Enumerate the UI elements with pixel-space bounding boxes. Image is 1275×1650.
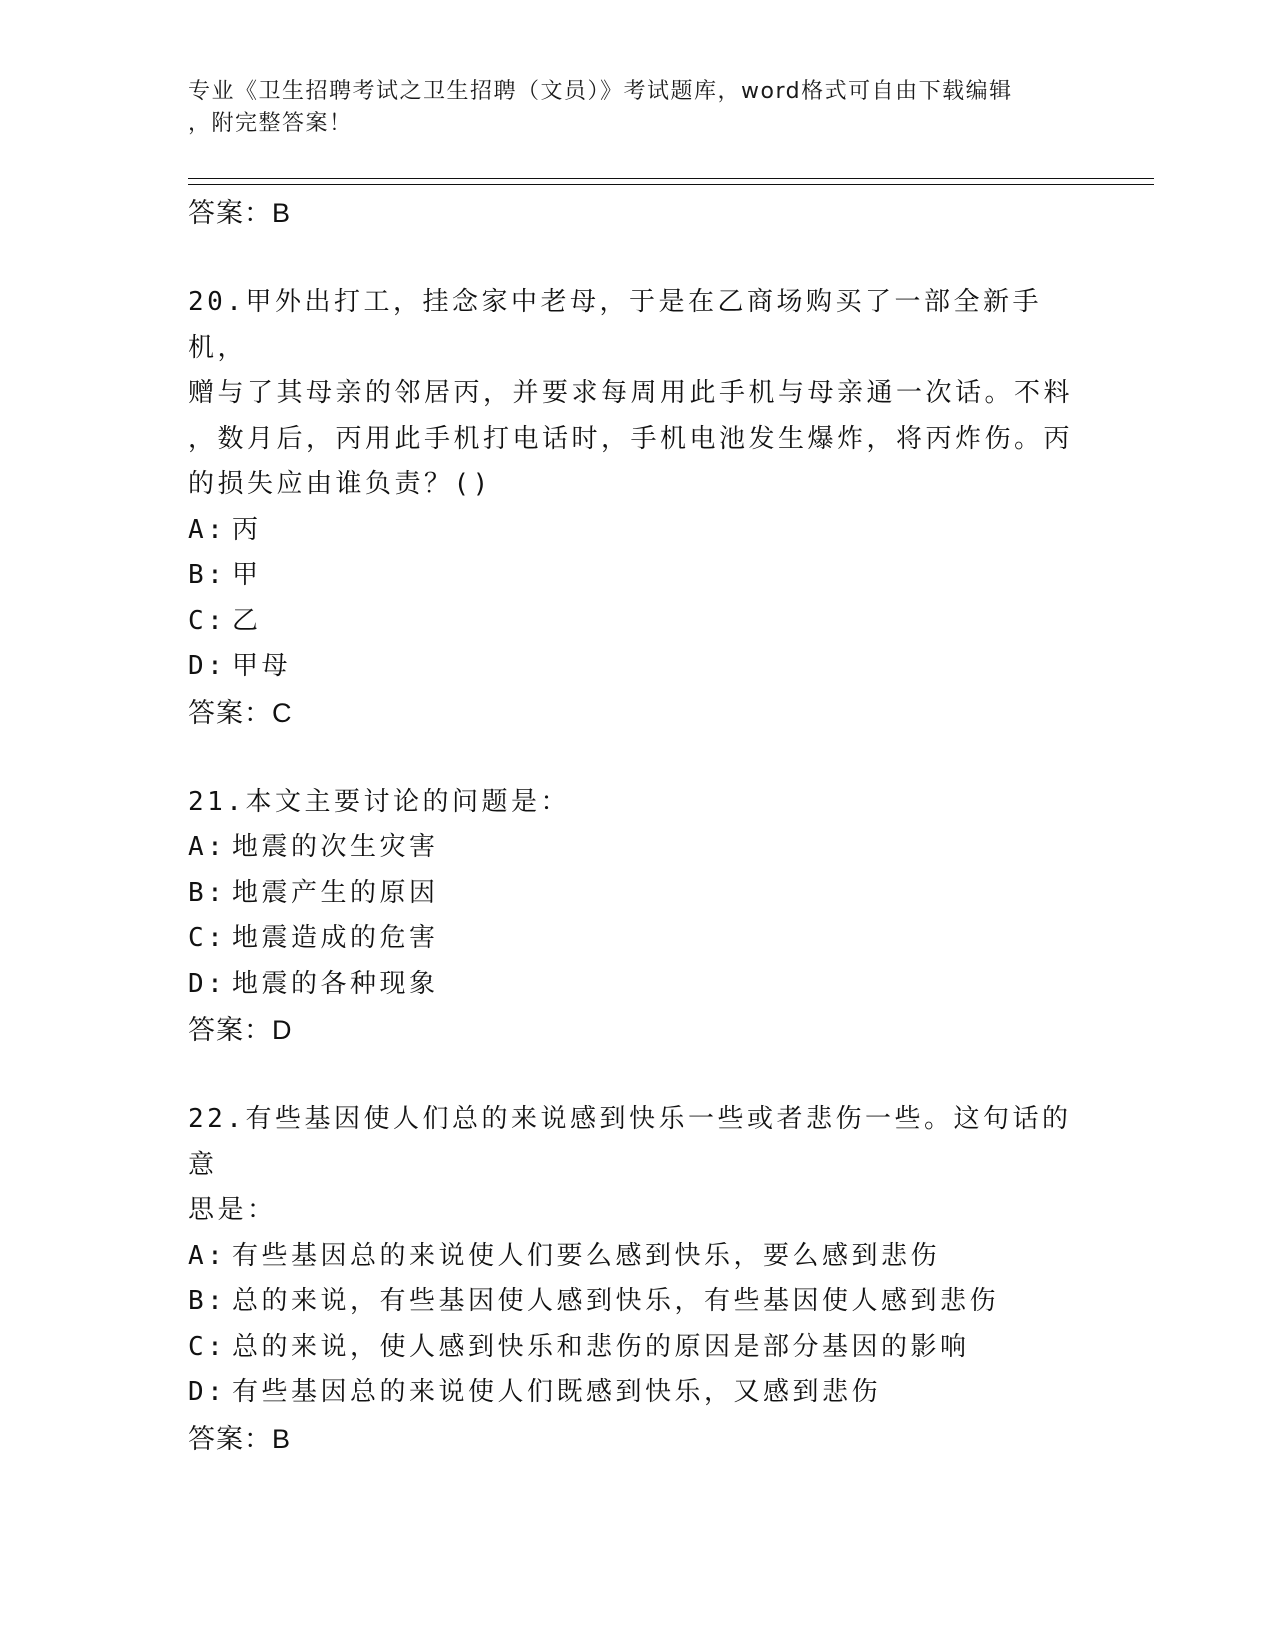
option-key: A:	[188, 514, 227, 545]
option-b	[188, 871, 1088, 917]
option-key: C:	[188, 1331, 227, 1362]
header-double-rule	[188, 178, 1154, 185]
option-key: B:	[188, 877, 227, 908]
question-21	[188, 780, 1088, 1054]
answer-line: 答案：B	[188, 198, 292, 228]
option-key: B:	[188, 560, 227, 590]
question-stem: 20.甲外出打工，挂念家中老母，于是在乙商场购买了一部全新手机， 赠与了其母亲的邻居丙，并要求每周用此手机与母亲通一次话。不料 ，数月后，丙用此手机打电话时，手机电池发生爆炸，将丙炸伤。丙 的损失应由谁负责？()	[188, 287, 1074, 499]
option-text: 地震产生的原因	[232, 877, 439, 908]
option-b	[188, 1279, 1088, 1325]
option-key: D:	[188, 968, 227, 999]
question-stem: 21.本文主要讨论的问题是：	[188, 786, 570, 817]
option-d	[188, 644, 1088, 690]
question-22	[188, 1097, 1088, 1462]
option-text: 地震造成的危害	[232, 923, 439, 953]
header-note-line-1: 专业《卫生招聘考试之卫生招聘（文员）》考试题库，word格式可自由下载编辑	[188, 79, 1013, 104]
option-text: 总的来说，使人感到快乐和悲伤的原因是部分基因的影响	[232, 1331, 970, 1362]
option-text: 乙	[232, 605, 262, 636]
option-d	[188, 962, 1088, 1008]
option-c	[188, 599, 1088, 645]
answer-line: 答案：D	[188, 1015, 293, 1045]
option-text: 甲母	[232, 651, 292, 681]
option-key: A:	[188, 832, 227, 862]
option-key: B:	[188, 1286, 227, 1316]
option-text: 有些基因总的来说使人们要么感到快乐，要么感到悲伤	[232, 1240, 941, 1271]
option-text: 总的来说，有些基因使人感到快乐，有些基因使人感到悲伤	[232, 1286, 1000, 1316]
option-a	[188, 508, 1088, 554]
option-key: C:	[188, 605, 227, 636]
option-c	[188, 916, 1088, 962]
document-body	[188, 190, 1088, 1462]
answer-line: 答案：B	[188, 1423, 292, 1454]
option-a	[188, 1234, 1088, 1280]
option-text: 甲	[232, 560, 262, 590]
option-a	[188, 825, 1088, 871]
header-note-line-2: ，附完整答案！	[188, 111, 353, 136]
option-text: 地震的次生灾害	[232, 832, 439, 862]
option-c	[188, 1325, 1088, 1371]
option-key: A:	[188, 1240, 227, 1271]
option-text: 丙	[232, 514, 262, 545]
question-20	[188, 280, 1088, 736]
option-key: C:	[188, 923, 227, 953]
question-stem: 22.有些基因使人们总的来说感到快乐一些或者悲伤一些。这句话的意 思是：	[188, 1104, 1072, 1225]
option-b	[188, 553, 1088, 599]
option-key: D:	[188, 651, 227, 681]
option-text: 地震的各种现象	[232, 968, 439, 999]
option-key: D:	[188, 1377, 227, 1407]
option-text: 有些基因总的来说使人们既感到快乐，又感到悲伤	[232, 1377, 882, 1407]
header-note	[188, 76, 1088, 140]
option-d	[188, 1370, 1088, 1416]
answer-line: 答案：C	[188, 697, 293, 728]
